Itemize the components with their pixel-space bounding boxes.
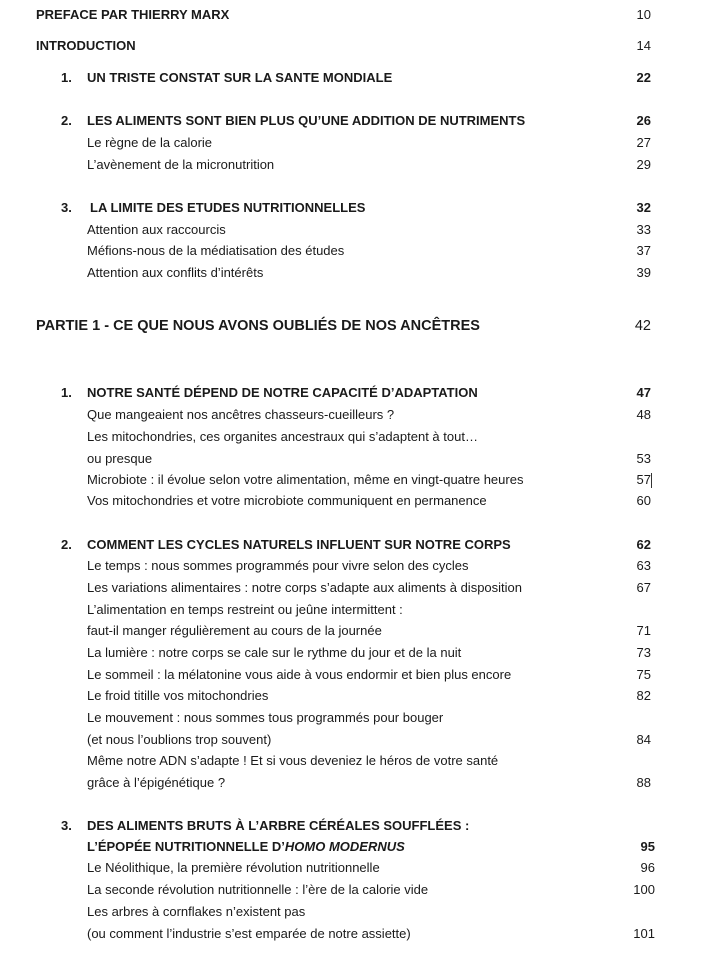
entry-page: 60: [636, 493, 651, 508]
entry-page: 67: [636, 580, 651, 595]
entry-page: 71: [636, 623, 651, 638]
chapter-number: 1.: [61, 70, 72, 85]
toc-subentry: [0, 405, 705, 425]
chapter-number: 3.: [61, 200, 72, 215]
entry-title: Attention aux conflits d’intérêts: [87, 265, 264, 280]
toc-entry-preface: [0, 5, 705, 25]
entry-page: 37: [636, 243, 651, 258]
entry-title: Le mouvement : nous sommes tous programmés pour bouger: [87, 710, 444, 725]
entry-title: Le sommeil : la mélatonine vous aide à vous endormir et bien plus encore: [87, 667, 512, 682]
chapter-page: 47: [636, 385, 651, 400]
entry-page: 27: [636, 135, 651, 150]
toc-subentry: [0, 155, 705, 175]
entry-title: Les variations alimentaires : notre corps s’adapte aux aliments à disposition: [87, 580, 523, 595]
entry-title: La lumière : notre corps se cale sur le rythme du jour et de la nuit: [87, 645, 462, 660]
entry-title: Les arbres à cornflakes n’existent pas: [87, 904, 306, 919]
entry-page: 73: [636, 645, 651, 660]
chapter-title: DES ALIMENTS BRUTS À L’ARBRE CÉRÉALES SOUFFLÉES :: [87, 818, 470, 833]
entry-page: 53: [636, 451, 651, 466]
toc-subentry: [0, 880, 705, 900]
toc-subentry: [0, 491, 705, 511]
toc-subentry: [0, 773, 705, 793]
toc-chapter: [0, 816, 705, 836]
entry-title: Que mangeaient nos ancêtres chasseurs-cueilleurs ?: [87, 407, 395, 422]
entry-page: 84: [636, 732, 651, 747]
entry-title: faut-il manger régulièrement au cours de la journée: [87, 623, 382, 638]
chapter-number: 1.: [61, 385, 72, 400]
entry-title: (et nous l’oublions trop souvent): [87, 732, 272, 747]
entry-title: La seconde révolution nutritionnelle : l’ère de la calorie vide: [87, 882, 429, 897]
toc-subentry: [0, 730, 705, 750]
entry-title: Attention aux raccourcis: [87, 222, 226, 237]
entry-title: Microbiote : il évolue selon votre alimentation, même en vingt-quatre heures: [87, 472, 524, 487]
chapter-number: 2.: [61, 113, 72, 128]
toc-part-heading: [0, 316, 705, 336]
entry-page: 88: [636, 775, 651, 790]
entry-title: L’avènement de la micronutrition: [87, 157, 275, 172]
text-cursor: [651, 473, 652, 488]
entry-page: 82: [636, 688, 651, 703]
entry-title: Vos mitochondries et votre microbiote communiquent en permanence: [87, 493, 487, 508]
entry-title: Le temps : nous sommes programmés pour vivre selon des cycles: [87, 558, 469, 573]
chapter-title: COMMENT LES CYCLES NATURELS INFLUENT SUR NOTRE CORPS: [87, 537, 511, 552]
chapter-title-italic: HOMO MODERNUS: [284, 839, 405, 854]
chapter-title: LA LIMITE DES ETUDES NUTRITIONNELLES: [90, 200, 366, 215]
toc-subentry: [0, 858, 705, 878]
toc-subentry: [0, 133, 705, 153]
entry-page: 101: [633, 926, 655, 941]
entry-page: 57: [636, 472, 651, 487]
chapter-title-part: L’ÉPOPÉE NUTRITIONNELLE D’: [87, 839, 285, 854]
entry-page: 33: [636, 222, 651, 237]
toc-chapter: [0, 111, 705, 131]
toc-subentry: [0, 578, 705, 598]
chapter-title: LES ALIMENTS SONT BIEN PLUS QU’UNE ADDITION DE NUTRIMENTS: [87, 113, 526, 128]
entry-page: 63: [636, 558, 651, 573]
entry-page: 96: [640, 860, 655, 875]
entry-title: Les mitochondries, ces organites ancestraux qui s’adaptent à tout…: [87, 429, 478, 444]
chapter-page: 26: [636, 113, 651, 128]
toc-subentry: [0, 470, 705, 490]
toc-chapter: [0, 535, 705, 555]
toc-subentry: [0, 643, 705, 663]
entry-title: (ou comment l’industrie s’est emparée de notre assiette): [87, 926, 411, 941]
part-page: 42: [634, 318, 651, 334]
toc-subentry: [0, 686, 705, 706]
entry-title: Le règne de la calorie: [87, 135, 213, 150]
chapter-page: 32: [636, 200, 651, 215]
entry-title: Le froid titille vos mitochondries: [87, 688, 269, 703]
toc-subentry: [0, 902, 705, 922]
entry-page: 10: [636, 7, 651, 22]
entry-title: Méfions-nous de la médiatisation des études: [87, 243, 345, 258]
toc-subentry: [0, 449, 705, 469]
entry-title: INTRODUCTION: [36, 38, 136, 53]
chapter-page: 62: [636, 537, 651, 552]
toc-subentry: [0, 600, 705, 620]
toc-subentry: [0, 220, 705, 240]
chapter-page: 22: [636, 70, 651, 85]
entry-title: Même notre ADN s’adapte ! Et si vous deveniez le héros de votre santé: [87, 753, 499, 768]
entry-title: ou presque: [87, 451, 153, 466]
toc-subentry: [0, 556, 705, 576]
toc-subentry: [0, 665, 705, 685]
entry-title: PREFACE PAR THIERRY MARX: [36, 7, 230, 22]
chapter-title: [87, 837, 405, 857]
toc-chapter: [0, 68, 705, 88]
entry-title: L’alimentation en temps restreint ou jeûne intermittent :: [87, 602, 403, 617]
entry-page: 29: [636, 157, 651, 172]
toc-subentry: [0, 263, 705, 283]
toc-subentry: [0, 241, 705, 261]
toc-subentry: [0, 708, 705, 728]
toc-entry-introduction: [0, 36, 705, 56]
toc-subentry: [0, 427, 705, 447]
toc-subentry: [0, 924, 705, 944]
chapter-title: UN TRISTE CONSTAT SUR LA SANTE MONDIALE: [87, 70, 393, 85]
entry-page: 75: [636, 667, 651, 682]
chapter-title: NOTRE SANTÉ DÉPEND DE NOTRE CAPACITÉ D’ADAPTATION: [87, 385, 478, 400]
toc-chapter: [0, 383, 705, 403]
chapter-number: 3.: [61, 818, 72, 833]
toc-chapter-continued: [0, 837, 705, 857]
toc-subentry: [0, 621, 705, 641]
part-title: PARTIE 1 - CE QUE NOUS AVONS OUBLIÉS DE NOS ANCÊTRES: [36, 318, 480, 334]
chapter-number: 2.: [61, 537, 72, 552]
entry-page: 48: [636, 407, 651, 422]
toc-chapter: [0, 198, 705, 218]
toc-subentry: [0, 751, 705, 771]
entry-page: 14: [636, 38, 651, 53]
entry-page: 39: [636, 265, 651, 280]
entry-title: grâce à l’épigénétique ?: [87, 775, 226, 790]
entry-page: 100: [633, 882, 655, 897]
entry-title: Le Néolithique, la première révolution nutritionnelle: [87, 860, 380, 875]
chapter-page: 95: [640, 839, 655, 854]
